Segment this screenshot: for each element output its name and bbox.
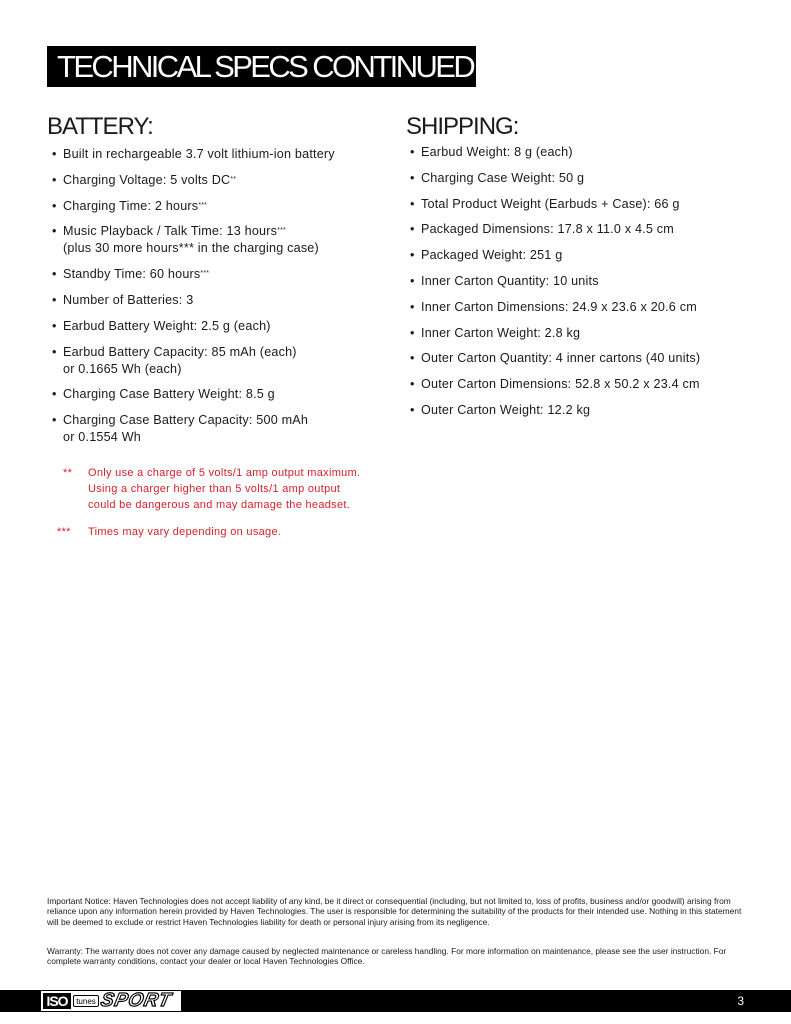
- battery-spec-item: • Built in rechargeable 3.7 volt lithium-ion battery: [52, 147, 335, 161]
- footnote-mark: ***: [200, 270, 210, 278]
- times-vary-note: [0, 524, 791, 542]
- battery-spec-item: • Music Playback / Talk Time: 13 hours*** (plus 30 more hours*** in the charging case): [52, 224, 319, 256]
- shipping-spec-item: • Earbud Weight: 8 g (each): [410, 145, 573, 159]
- battery-spec-item: • Charging Case Battery Weight: 8.5 g: [52, 387, 275, 402]
- isotunes-sport-logo: ISO tunes SPORT: [41, 991, 181, 1011]
- shipping-spec-list: [410, 144, 780, 428]
- battery-heading: BATTERY:: [47, 113, 153, 140]
- note-text: Times may vary depending on usage.: [88, 526, 282, 538]
- footnote-symbol: ***: [57, 526, 71, 538]
- shipping-spec-item: • Outer Carton Weight: 12.2 kg: [410, 402, 591, 417]
- important-notice: Important Notice: Haven Technologies does not accept liability of any kind, be it direct or consequential (including, but not limited to, loss of profits, business and/or goodwill) arising from reliance upon any information herein provided by Haven Technologies. The user is responsible for determining the suitability of the products for their intended use. Nothing in this statement will be deemed to exclude or restrict Haven Technologies liability for death or personal injury arising from its negligence.: [47, 896, 742, 927]
- shipping-spec-item: • Charging Case Weight: 50 g: [410, 170, 585, 185]
- footnote-mark: ***: [198, 201, 208, 209]
- shipping-spec-item: • Packaged Dimensions: 17.8 x 11.0 x 4.5 cm: [410, 222, 674, 237]
- battery-spec-item: • Number of Batteries: 3: [52, 292, 194, 307]
- battery-spec-item: • Charging Case Battery Capacity: 500 mAh or 0.1554 Wh: [52, 413, 309, 445]
- battery-spec-item: • Charging Time: 2 hours***: [52, 198, 208, 213]
- battery-spec-list: [52, 146, 392, 455]
- page-number: 3: [737, 994, 744, 1008]
- battery-spec-item: • Earbud Battery Weight: 2.5 g (each): [52, 318, 271, 333]
- shipping-spec-item: • Inner Carton Weight: 2.8 kg: [410, 325, 581, 340]
- shipping-spec-item: • Outer Carton Quantity: 4 inner cartons (40 units): [410, 351, 701, 366]
- shipping-spec-item: • Outer Carton Dimensions: 52.8 x 50.2 x 23.4 cm: [410, 377, 700, 392]
- page-title: TECHNICAL SPECS CONTINUED: [47, 46, 476, 87]
- battery-spec-item: • Standby Time: 60 hours***: [52, 267, 210, 282]
- footnote-symbol: **: [63, 467, 73, 479]
- note-text: Only use a charge of 5 volts/1 amp output maximum. Using a charger higher than 5 volts/1 amp output could be dangerous and may damage the headset.: [88, 467, 361, 511]
- shipping-spec-item: • Total Product Weight (Earbuds + Case): 66 g: [410, 196, 680, 211]
- shipping-spec-item: • Packaged Weight: 251 g: [410, 248, 563, 263]
- charger-warning-note: [0, 465, 791, 515]
- footnote-mark: ***: [277, 227, 286, 235]
- shipping-spec-item: • Inner Carton Dimensions: 24.9 x 23.6 x 20.6 cm: [410, 299, 697, 314]
- shipping-heading: SHIPPING:: [406, 113, 519, 140]
- warranty-notice: Warranty: The warranty does not cover any damage caused by neglected maintenance or careless handling. For more information on maintenance, please see the user instruction. For complete warranty conditions, contact your dealer or local Haven Technologies Office.: [47, 946, 727, 967]
- battery-spec-item: • Earbud Battery Capacity: 85 mAh (each) or 0.1665 Wh (each): [52, 344, 297, 376]
- battery-spec-item: • Charging Voltage: 5 volts DC**: [52, 172, 237, 187]
- shipping-spec-item: • Inner Carton Quantity: 10 units: [410, 273, 599, 288]
- footnote-mark: **: [230, 175, 237, 183]
